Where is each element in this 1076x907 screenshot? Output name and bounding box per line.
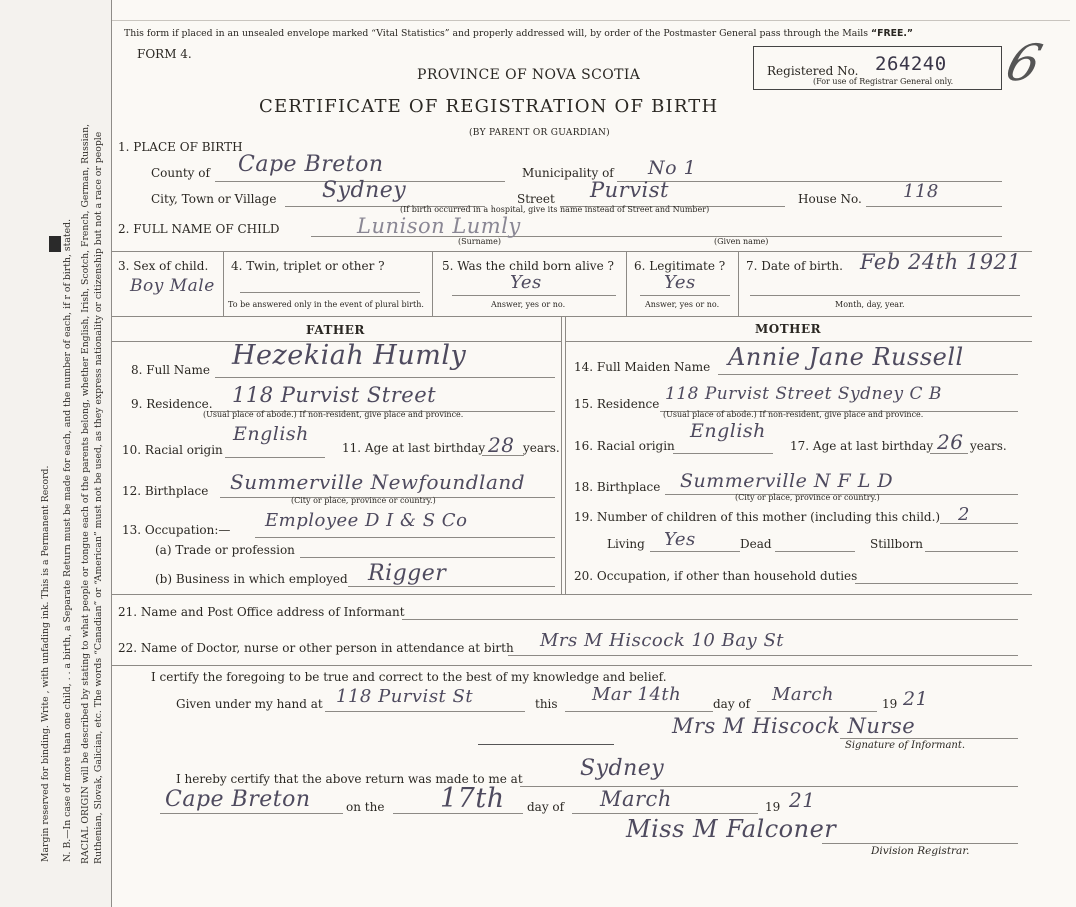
ink-blot <box>49 236 61 252</box>
page-subtitle: (BY PARENT OR GUARDIAN) <box>469 128 610 138</box>
child-name-value: Lunison Lumly <box>357 214 521 238</box>
house-value: 118 <box>903 181 939 202</box>
legitimate-caption: Answer, yes or no. <box>645 300 720 309</box>
legitimate-value: Yes <box>664 272 696 293</box>
house-line <box>866 206 1002 207</box>
mother-residence-label: 15. Residence <box>574 397 660 411</box>
father-race-value: English <box>233 423 309 445</box>
mother-dead-line <box>775 551 855 552</box>
mother-living-value: Yes <box>664 529 696 550</box>
mother-race-value: English <box>690 420 766 442</box>
binding-margin <box>0 0 112 907</box>
mother-residence-value: 118 Purvist Street Sydney C B <box>665 384 942 404</box>
mother-age-value: 26 <box>937 430 964 454</box>
parents-divider-left <box>561 316 562 594</box>
date-of-birth-value: Feb 24th 1921 <box>860 250 1022 274</box>
registrar-day-label: day of <box>527 800 565 814</box>
registrar-signature-line <box>822 843 1018 844</box>
mother-living-label: Living <box>607 537 645 551</box>
date-of-birth-caption: Month, day, year. <box>835 300 905 309</box>
informant-line <box>402 619 1018 620</box>
mother-occupation-line <box>855 583 1018 584</box>
mother-living-line <box>650 551 740 552</box>
city-label: City, Town or Village <box>151 192 277 206</box>
registrar-year-prefix: 19 <box>765 800 781 814</box>
informant-month-line <box>757 711 877 712</box>
municipality-value: No 1 <box>648 157 697 179</box>
doctor-value: Mrs M Hiscock 10 Bay St <box>540 630 785 651</box>
municipality-line <box>617 181 1002 182</box>
mother-name-line <box>718 374 1018 375</box>
date-of-birth-line <box>750 295 1020 296</box>
given-under-value: 118 Purvist St <box>336 686 474 707</box>
father-name-value: Hezekiah Humly <box>232 340 467 371</box>
mother-residence-note: (Usual place of abode.) If non-resident, give place and province. <box>663 410 924 419</box>
col-divider-2 <box>432 251 433 316</box>
municipality-label: Municipality of <box>522 166 614 180</box>
mother-children-label: 19. Number of children of this mother (including this child.) <box>574 510 941 524</box>
county-label: County of <box>151 166 210 180</box>
father-race-label: 10. Racial origin <box>122 443 223 457</box>
hospital-note: (If birth occurred in a hospital, give its name instead of Street and Number) <box>400 205 710 214</box>
father-age-label: 11. Age at last birthday <box>342 441 486 455</box>
registered-label: Registered No. <box>767 64 859 78</box>
informant-day-line <box>565 711 713 712</box>
form-number: FORM 4. <box>137 47 192 61</box>
margin-note-nationality: Ruthenian, Slovak, Galician, etc. The words “Canadian” or “American” must not be used, as they express nationality or citizenship but not a race or people <box>93 131 104 864</box>
registrar-signature: Miss M Falconer <box>626 815 837 843</box>
father-trade-label: (a) Trade or profession <box>155 543 295 557</box>
mother-stillborn-line <box>925 551 1018 552</box>
mother-occupation-label: 20. Occupation, if other than household duties <box>574 569 858 583</box>
father-residence-label: 9. Residence. <box>131 397 213 411</box>
corner-mark: 6 <box>999 34 1049 92</box>
given-under-label: Given under my hand at <box>176 697 323 711</box>
house-label: House No. <box>798 192 862 206</box>
father-age-value: 28 <box>488 433 515 457</box>
parents-bottom-border <box>112 594 1032 595</box>
mother-age-years: years. <box>970 439 1007 453</box>
registrar-month-value: March <box>600 787 672 811</box>
registrar-month-line <box>572 813 758 814</box>
informant-year-prefix: 19 <box>882 697 898 711</box>
informant-day-label: day of <box>713 697 751 711</box>
col-divider-1 <box>223 251 224 316</box>
father-name-label: 8. Full Name <box>131 363 210 377</box>
legitimate-label: 6. Legitimate ? <box>634 259 726 273</box>
mother-children-value: 2 <box>958 504 970 525</box>
margin-note-binding: Margin reserved for binding. Write , with unfading ink. This is a Permanent Record. <box>40 465 51 862</box>
father-age-years: years. <box>523 441 560 455</box>
father-occupation-label: 13. Occupation:— <box>122 523 231 537</box>
mother-race-line <box>673 453 773 454</box>
father-residence-note: (Usual place of abode.) If non-resident, give place and province. <box>203 410 464 419</box>
mother-dead-label: Dead <box>740 537 772 551</box>
informant-certify-text: I certify the foregoing to be true and correct to the best of my knowledge and belief. <box>151 670 667 684</box>
sex-label: 3. Sex of child. <box>118 259 209 273</box>
father-name-line <box>215 377 555 378</box>
col-divider-4 <box>738 251 739 316</box>
mother-birthplace-label: 18. Birthplace <box>574 480 661 494</box>
informant-month-value: March <box>772 684 834 705</box>
sex-value: Boy Male <box>130 276 215 296</box>
informant-year-value: 21 <box>903 688 929 710</box>
doctor-label: 22. Name of Doctor, nurse or other person in attendance at birth <box>118 641 514 655</box>
mother-heading: MOTHER <box>755 322 822 336</box>
father-birthplace-value: Summerville Newfoundland <box>230 470 526 494</box>
place-of-birth-heading: 1. PLACE OF BIRTH <box>118 140 243 154</box>
registrar-county-line <box>160 813 343 814</box>
informant-signature-line <box>840 738 1018 739</box>
informant-this-label: this <box>535 697 558 711</box>
doctor-line <box>508 655 1018 656</box>
date-of-birth-label: 7. Date of birth. <box>746 259 843 273</box>
alive-value: Yes <box>510 272 542 293</box>
county-value: Cape Breton <box>238 152 384 177</box>
mother-name-value: Annie Jane Russell <box>728 343 964 371</box>
mother-name-label: 14. Full Maiden Name <box>574 360 711 374</box>
informant-signature: Mrs M Hiscock Nurse <box>672 714 916 738</box>
twin-note: To be answered only in the event of plural birth. <box>228 300 424 309</box>
father-business-line <box>348 586 555 587</box>
given-name-caption: (Given name) <box>714 237 769 246</box>
row-divider-bottom <box>112 316 1032 317</box>
informant-divider <box>112 665 1032 666</box>
col-divider-3 <box>626 251 627 316</box>
father-heading: FATHER <box>306 323 365 337</box>
father-race-line <box>225 457 325 458</box>
surname-caption: (Surname) <box>458 237 501 246</box>
father-birthplace-note: (City or place, province or country.) <box>291 496 436 505</box>
parents-divider-right <box>565 316 566 594</box>
informant-signature-caption: Signature of Informant. <box>845 740 966 751</box>
registrar-signature-caption: Division Registrar. <box>871 845 970 857</box>
mother-children-line <box>940 523 1018 524</box>
father-trade-line <box>300 557 555 558</box>
registrar-place-line <box>520 786 1018 787</box>
margin-note-separate-return: N. B.—In case of more than one child, . . a birth, a Separate Return must be made for each, and the number of each, if r of birth, stated. <box>62 218 73 862</box>
father-occupation-value: Employee D I & S Co <box>265 510 468 531</box>
mother-stillborn-label: Stillborn <box>870 537 923 551</box>
informant-day-value: Mar 14th <box>592 684 682 705</box>
street-label: Street <box>517 192 555 206</box>
mother-race-label: 16. Racial origin <box>574 439 675 453</box>
registrar-year-value: 21 <box>789 788 816 812</box>
mail-notice: This form if placed in an unsealed envelope marked “Vital Statistics” and properly addressed will, by order of the Postmaster General pass through the Mails “FREE.” <box>124 28 913 39</box>
registrar-note: (For use of Registrar General only. <box>813 77 954 86</box>
mother-heading-line <box>565 341 1032 342</box>
alive-caption: Answer, yes or no. <box>491 300 566 309</box>
registrar-county-value: Cape Breton <box>165 787 311 812</box>
given-under-line <box>325 711 525 712</box>
mother-birthplace-note: (City or place, province or country.) <box>735 493 880 502</box>
registrar-certify-text: I hereby certify that the above return was made to me at <box>176 772 523 786</box>
alive-line <box>452 295 616 296</box>
page-title: CERTIFICATE OF REGISTRATION OF BIRTH <box>259 96 719 117</box>
registered-number: 264240 <box>875 53 947 75</box>
city-value: Sydney <box>322 178 407 203</box>
registrar-place-value: Sydney <box>580 756 665 781</box>
legitimate-line <box>640 295 730 296</box>
separator-rule <box>478 744 614 745</box>
father-business-label: (b) Business in which employed <box>155 572 348 586</box>
twin-line <box>240 292 420 293</box>
father-business-value: Rigger <box>368 561 447 586</box>
registrar-day-value: 17th <box>440 783 505 814</box>
registrar-on-label: on the <box>346 800 385 814</box>
province-heading: PROVINCE OF NOVA SCOTIA <box>417 67 641 83</box>
informant-label: 21. Name and Post Office address of Informant <box>118 605 405 619</box>
mother-age-label: 17. Age at last birthday <box>790 439 934 453</box>
mother-birthplace-value: Summerville N F L D <box>680 470 894 492</box>
child-name-label: 2. FULL NAME OF CHILD <box>118 222 280 236</box>
father-residence-value: 118 Purvist Street <box>232 383 437 407</box>
alive-label: 5. Was the child born alive ? <box>442 259 614 273</box>
margin-note-racial-origin: RACIAL ORIGIN will be described by stating to what people or tongue each of the parents belong, whether English, Irish, Scotch, French, German, Russian, <box>80 123 91 864</box>
twin-label: 4. Twin, triplet or other ? <box>231 259 385 273</box>
father-occupation-line <box>255 537 555 538</box>
father-birthplace-label: 12. Birthplace <box>122 484 209 498</box>
street-value: Purvist <box>590 178 669 202</box>
